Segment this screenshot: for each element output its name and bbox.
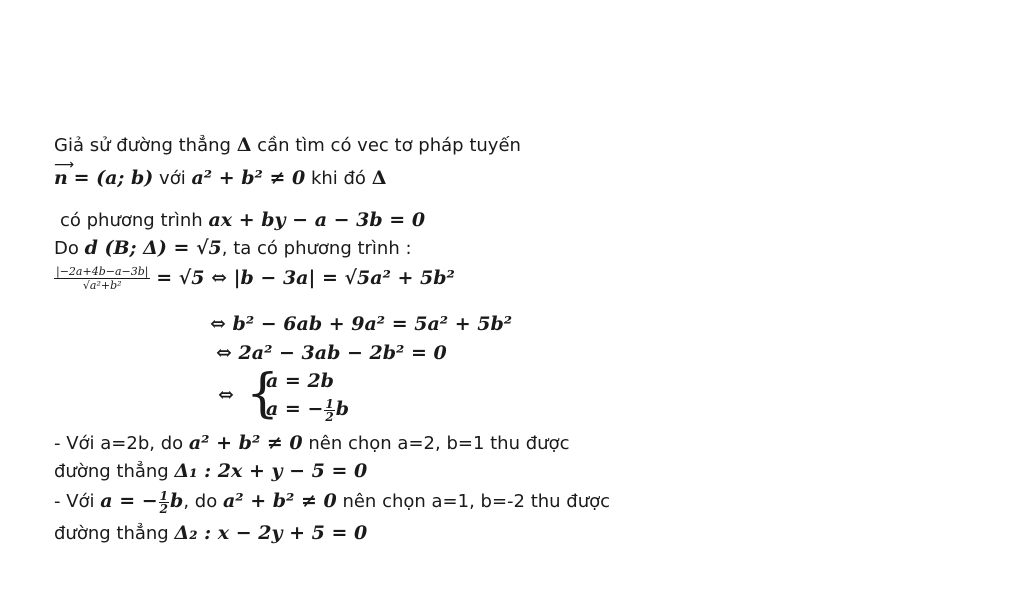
text: khi đó xyxy=(310,168,366,189)
math: Δ xyxy=(371,167,387,189)
fraction: $\frac{1}{2}$ xyxy=(159,488,169,516)
math: Δ₂ : x − 2y + 5 = 0 xyxy=(174,522,368,544)
math: Δ xyxy=(236,134,252,156)
text: với xyxy=(159,168,186,189)
math: b xyxy=(170,490,184,512)
normal-vector: ⟶ n xyxy=(54,157,75,189)
fraction: $\frac{1}{2}$ xyxy=(325,396,334,424)
text: Giả sử đường thẳng xyxy=(54,135,231,156)
math: a² + b² ≠ 0 xyxy=(191,167,306,189)
line-7 xyxy=(216,341,447,366)
text: , do xyxy=(183,491,218,512)
text: nên chọn a=2, b=1 thu được xyxy=(308,433,570,454)
math: ⇔ 2a² − 3ab − 2b² = 0 xyxy=(216,342,447,364)
math: d (B; Δ) = √5 xyxy=(84,237,222,259)
line-4 xyxy=(54,236,412,261)
line-6 xyxy=(210,312,512,337)
math: Δ₁ : 2x + y − 5 = 0 xyxy=(174,460,368,482)
line-10 xyxy=(54,459,367,484)
math: a² + b² ≠ 0 xyxy=(188,432,303,454)
line-2 xyxy=(54,157,387,191)
case-2: a = − $\frac{1}{2}$ b xyxy=(266,396,350,424)
vector-arrow-icon: ⟶ xyxy=(54,157,75,173)
case-1: a = 2b xyxy=(266,370,334,392)
line-1 xyxy=(54,133,521,158)
math: a² + b² ≠ 0 xyxy=(222,490,337,512)
math: = √5 ⇔ |b − 3a| = √5a² + 5b² xyxy=(156,267,455,289)
text: cần tìm có vec tơ pháp tuyến xyxy=(257,135,521,156)
math: = (a; b) xyxy=(73,167,154,189)
line-12 xyxy=(54,521,367,546)
text: - Với a=2b, do xyxy=(54,433,184,454)
math: ax + by − a − 3b = 0 xyxy=(208,209,426,231)
line-3 xyxy=(60,208,425,233)
math: a = − xyxy=(100,490,158,512)
text: Do xyxy=(54,238,79,259)
text: , ta có phương trình : xyxy=(221,238,412,259)
left-brace: { xyxy=(246,364,280,424)
text: - Với xyxy=(54,491,95,512)
text: đường thẳng xyxy=(54,523,169,544)
math: ⇔ b² − 6ab + 9a² = 5a² + 5b² xyxy=(210,313,513,335)
line-9 xyxy=(54,431,569,456)
line-5 xyxy=(54,265,455,293)
equivalence-arrow: ⇔ xyxy=(218,384,234,406)
text: nên chọn a=1, b=-2 thu được xyxy=(342,491,611,512)
fraction: $\frac{|-2a+4b-a-3b|}{\text{√a²+b²}}$ xyxy=(56,265,149,292)
line-11 xyxy=(54,489,610,515)
text: có phương trình xyxy=(60,210,203,231)
text: đường thẳng xyxy=(54,461,169,482)
